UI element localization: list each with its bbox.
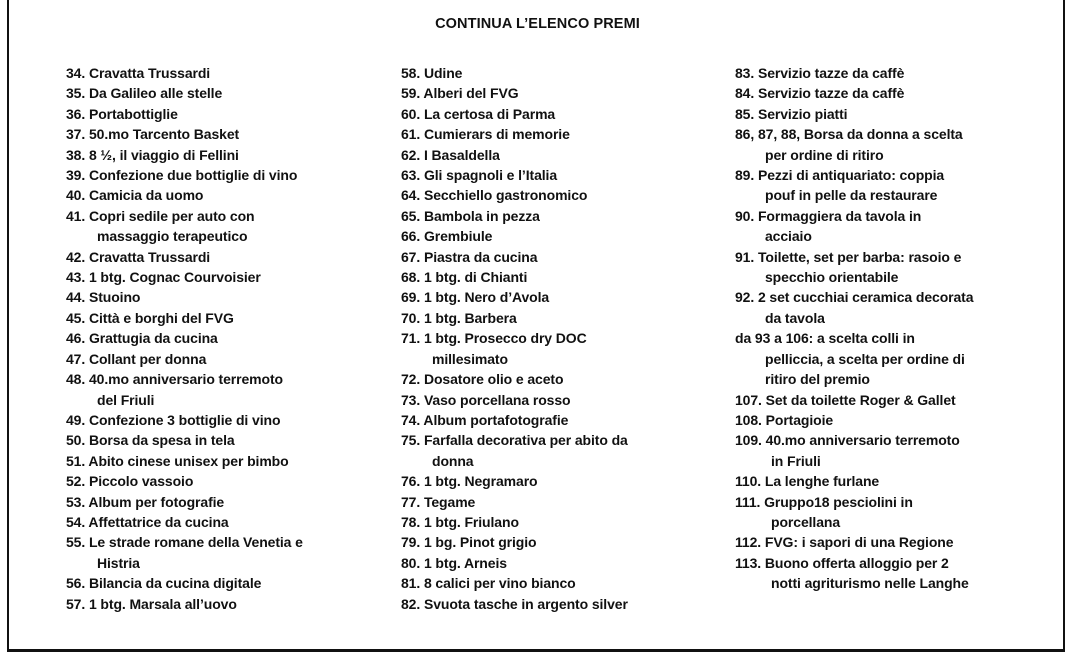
prize-text: 69. 1 btg. Nero d’Avola (401, 289, 550, 306)
prize-text: 111. Gruppo18 pesciolini in (735, 493, 913, 510)
prize-text: 70. 1 btg. Barbera (401, 309, 517, 326)
prize-text: 60. La certosa di Parma (401, 105, 556, 122)
prize-text-continuation: porcellana (771, 513, 841, 530)
prize-list-item (401, 206, 628, 226)
prize-text: 45. Città e borghi del FVG (66, 309, 234, 326)
prize-text: 86, 87, 88, Borsa da donna a scelta (735, 126, 963, 143)
prize-list-item (66, 532, 303, 573)
prize-text-continuation: donna (432, 452, 474, 469)
prize-text: 92. 2 set cucchiai ceramica decorata (735, 289, 974, 306)
prize-list-item (401, 226, 628, 246)
prize-text-continuation: ritiro del premio (765, 371, 870, 388)
prize-list-item (66, 349, 303, 369)
prize-list-column-3 (735, 63, 973, 594)
prize-list-item (735, 287, 973, 328)
prize-text: 59. Alberi del FVG (401, 85, 519, 102)
prize-list-item (735, 492, 973, 533)
prize-text: 53. Album per fotografie (66, 493, 225, 510)
prize-list-item (66, 369, 303, 410)
prize-list-item (66, 63, 303, 83)
prize-list-item (66, 267, 303, 287)
prize-text: 49. Confezione 3 bottiglie di vino (66, 411, 281, 428)
prize-text: 40. Camicia da uomo (66, 187, 204, 204)
prize-text: 34. Cravatta Trussardi (66, 65, 211, 81)
prize-list-item (401, 532, 628, 552)
prize-list-item (401, 185, 628, 205)
prize-list-item (401, 287, 628, 307)
prize-list-item (66, 410, 303, 430)
prize-text: 38. 8 ½, il viaggio di Fellini (66, 146, 239, 163)
prize-list-item (401, 471, 628, 491)
prize-text-continuation: specchio orientabile (765, 269, 899, 286)
prize-text: 74. Album portafotografie (401, 411, 569, 428)
prize-text: 62. I Basaldella (401, 146, 500, 163)
prize-text: 85. Servizio piatti (735, 105, 848, 122)
prize-text: 75. Farfalla decorativa per abito da (401, 432, 628, 449)
prize-list-item (66, 573, 303, 593)
prize-list-item (401, 124, 628, 144)
prize-list-item (401, 145, 628, 165)
prize-text: 77. Tegame (401, 493, 476, 510)
prize-text-continuation: Histria (97, 554, 140, 571)
prize-list-item (66, 165, 303, 185)
prize-list-item (66, 471, 303, 491)
prize-text: 48. 40.mo anniversario terremoto (66, 371, 283, 388)
prize-text: 66. Grembiule (401, 228, 493, 245)
prize-text: 58. Udine (401, 65, 463, 81)
prize-text: 65. Bambola in pezza (401, 207, 540, 224)
prize-list-item (401, 553, 628, 573)
prize-list-item (735, 390, 973, 410)
prize-list-item (401, 390, 628, 410)
prize-list-item (401, 267, 628, 287)
prize-text: 39. Confezione due bottiglie di vino (66, 167, 298, 184)
prize-list-item (401, 165, 628, 185)
prize-text: 37. 50.mo Tarcento Basket (66, 126, 240, 143)
prize-list-item (401, 410, 628, 430)
prize-text: 67. Piastra da cucina (401, 248, 538, 265)
prize-text: 80. 1 btg. Arneis (401, 554, 507, 571)
prize-text-continuation: in Friuli (771, 452, 821, 469)
prize-text: 50. Borsa da spesa in tela (66, 432, 235, 449)
prize-text: 61. Cumierars di memorie (401, 126, 570, 143)
prize-text: 54. Affettatrice da cucina (66, 513, 229, 530)
prize-text-continuation: per ordine di ritiro (765, 146, 884, 163)
prize-list-item (735, 247, 973, 288)
prize-list-item (401, 573, 628, 593)
prize-text: 76. 1 btg. Negramaro (401, 473, 538, 490)
prize-text: 52. Piccolo vassoio (66, 473, 194, 490)
prize-list-item (735, 328, 973, 389)
prize-text: 57. 1 btg. Marsala all’uovo (66, 595, 237, 612)
prize-list-item (66, 328, 303, 348)
prize-list-item (401, 492, 628, 512)
prize-text: 82. Svuota tasche in argento silver (401, 595, 628, 612)
prize-text: 79. 1 bg. Pinot grigio (401, 534, 537, 551)
prize-text-continuation: massaggio terapeutico (97, 228, 248, 245)
prize-text: 110. La lenghe furlane (735, 473, 880, 490)
prize-list-item (401, 308, 628, 328)
prize-list-column-2 (401, 63, 628, 614)
prize-list-item (401, 430, 628, 471)
prize-list-item (735, 104, 973, 124)
prize-text: 46. Grattugia da cucina (66, 330, 218, 347)
prize-list-item (401, 104, 628, 124)
prize-text: 90. Formaggiera da tavola in (735, 207, 922, 224)
prize-text: 91. Toilette, set per barba: rasoio e (735, 248, 962, 265)
prize-text-continuation: del Friuli (97, 391, 155, 408)
prize-list-item (66, 287, 303, 307)
prize-text: 71. 1 btg. Prosecco dry DOC (401, 330, 587, 347)
prize-list-item (735, 532, 973, 552)
prize-list-item (401, 63, 628, 83)
prize-list-item (66, 206, 303, 247)
prize-text: 84. Servizio tazze da caffè (735, 85, 905, 102)
prize-text: 51. Abito cinese unisex per bimbo (66, 452, 289, 469)
prize-list-item (66, 430, 303, 450)
prize-list-item (735, 410, 973, 430)
prize-text: 108. Portagioie (735, 411, 834, 428)
prize-text-continuation: notti agriturismo nelle Langhe (771, 575, 969, 592)
prize-text: 78. 1 btg. Friulano (401, 513, 519, 530)
prize-text: 55. Le strade romane della Venetia e (66, 534, 303, 551)
prize-list-item (66, 512, 303, 532)
prize-list-item (66, 145, 303, 165)
prize-list-item (735, 471, 973, 491)
prize-list-item (401, 247, 628, 267)
prize-text-continuation: da tavola (765, 309, 825, 326)
prize-list-item (735, 553, 973, 594)
prize-text: 72. Dosatore olio e aceto (401, 371, 564, 388)
prize-text-continuation: acciaio (765, 228, 812, 245)
prize-list-item (735, 124, 973, 165)
prize-text: 107. Set da toilette Roger & Gallet (735, 391, 956, 408)
prize-text: 35. Da Galileo alle stelle (66, 85, 223, 102)
prize-text: 36. Portabottiglie (66, 105, 178, 122)
prize-list-item (66, 451, 303, 471)
prize-list-item (735, 206, 973, 247)
prize-text: 44. Stuoino (66, 289, 141, 306)
prize-text-continuation: pelliccia, a scelta per ordine di (765, 350, 965, 367)
prize-text: 64. Secchiello gastronomico (401, 187, 588, 204)
prize-text: 113. Buono offerta alloggio per 2 (735, 554, 949, 571)
prize-text: 41. Copri sedile per auto con (66, 207, 255, 224)
prize-text-continuation: pouf in pelle da restaurare (765, 187, 938, 204)
prize-list-item (401, 512, 628, 532)
prize-text: 42. Cravatta Trussardi (66, 248, 211, 265)
prize-list-item (66, 492, 303, 512)
prize-text: 109. 40.mo anniversario terremoto (735, 432, 960, 449)
prize-text: 47. Collant per donna (66, 350, 207, 367)
page-title: CONTINUA L’ELENCO PREMI (435, 16, 640, 32)
prize-text: 83. Servizio tazze da caffè (735, 65, 905, 81)
prize-list-item (66, 308, 303, 328)
prize-list-item (401, 594, 628, 614)
prize-list-item (66, 594, 303, 614)
prize-text: 43. 1 btg. Cognac Courvoisier (66, 269, 261, 286)
prize-list-item (401, 83, 628, 103)
prize-text: 81. 8 calici per vino bianco (401, 575, 576, 592)
prize-list-item (66, 247, 303, 267)
prize-text: 56. Bilancia da cucina digitale (66, 575, 262, 592)
prize-list-item (735, 165, 973, 206)
prize-list-column-1 (66, 63, 303, 614)
prize-text-continuation: millesimato (432, 350, 508, 367)
prize-list-item (735, 83, 973, 103)
prize-list-item (401, 369, 628, 389)
prize-text: 73. Vaso porcellana rosso (401, 391, 571, 408)
prize-list-item (66, 185, 303, 205)
prize-list-item (66, 124, 303, 144)
prize-list-item (401, 328, 628, 369)
prize-text: 63. Gli spagnoli e l’Italia (401, 167, 558, 184)
prize-text: 89. Pezzi di antiquariato: coppia (735, 167, 945, 184)
prize-text: 68. 1 btg. di Chianti (401, 269, 528, 286)
prize-text: da 93 a 106: a scelta colli in (735, 330, 915, 347)
prize-list-item (66, 104, 303, 124)
prize-text: 112. FVG: i sapori di una Regione (735, 534, 954, 551)
prize-list-item (735, 430, 973, 471)
prize-list-item (735, 63, 973, 83)
prize-list-item (66, 83, 303, 103)
